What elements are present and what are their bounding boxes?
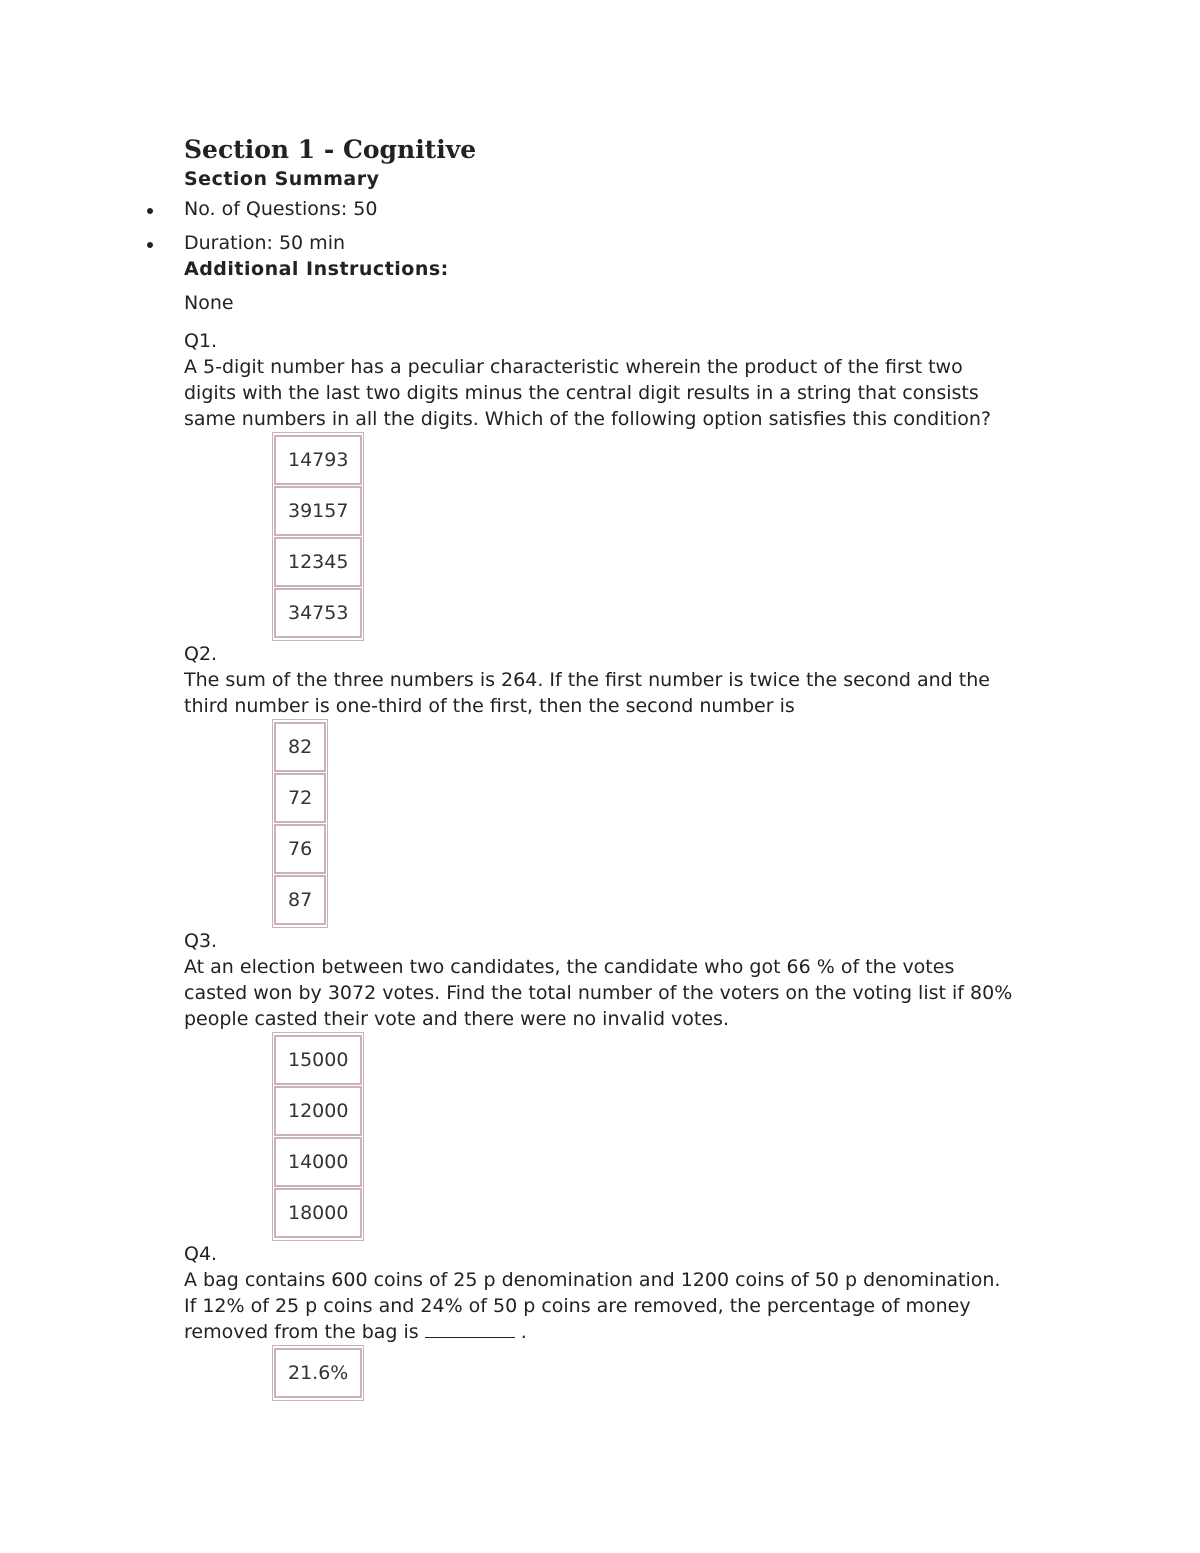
section-summary-list [184, 196, 1024, 256]
answer-option[interactable]: 14000 [274, 1137, 362, 1187]
answer-option[interactable]: 82 [274, 722, 326, 772]
summary-item-duration: Duration: 50 min [184, 230, 1024, 256]
question-text: At an election between two candidates, the candidate who got 66 % of the votes casted won by 3072 votes. Find the total number of the voters on the voting list if 80% people casted their vote and there were no invalid votes. [184, 956, 1013, 1030]
answer-options [272, 719, 328, 928]
summary-item-questions: No. of Questions: 50 [184, 196, 1024, 222]
answer-options [272, 1032, 364, 1241]
answer-option[interactable]: 14793 [274, 435, 362, 485]
question-label: Q3. [184, 930, 218, 952]
answer-option[interactable]: 12345 [274, 537, 362, 587]
answer-option[interactable]: 12000 [274, 1086, 362, 1136]
question-label: Q1. [184, 330, 218, 352]
section-summary-title: Section Summary [184, 168, 380, 190]
answer-blank [425, 1323, 515, 1338]
answer-option[interactable]: 18000 [274, 1188, 362, 1238]
additional-instructions-value: None [184, 292, 234, 314]
bullet-icon [147, 242, 153, 248]
question-4 [184, 1241, 1024, 1401]
section-title: Section 1 - Cognitive [184, 135, 477, 164]
question-label: Q4. [184, 1243, 218, 1265]
additional-instructions-title: Additional Instructions: [184, 258, 449, 280]
answer-options [272, 1345, 364, 1401]
answer-option[interactable]: 21.6% [274, 1348, 362, 1398]
question-3 [184, 928, 1024, 1241]
question-2 [184, 641, 1024, 928]
bullet-icon [147, 208, 153, 214]
answer-option[interactable]: 72 [274, 773, 326, 823]
question-1 [184, 328, 1024, 641]
question-text: A 5-digit number has a peculiar characteristic wherein the product of the first two digits with the last two digits minus the central digit results in a string that consists same numbers in all the digits. Which of the following option satisfies this condition? [184, 356, 991, 430]
question-label: Q2. [184, 643, 218, 665]
answer-option[interactable]: 87 [274, 875, 326, 925]
exam-page [184, 134, 1024, 1401]
answer-option[interactable]: 76 [274, 824, 326, 874]
answer-options [272, 432, 364, 641]
question-text: The sum of the three numbers is 264. If the first number is twice the second and the third number is one-third of the first, then the second number is [184, 669, 990, 717]
answer-option[interactable]: 39157 [274, 486, 362, 536]
question-text: A bag contains 600 coins of 25 p denomination and 1200 coins of 50 p denomination. If 12% of 25 p coins and 24% of 50 p coins are removed, the percentage of money removed from the bag is . [184, 1269, 1001, 1343]
answer-option[interactable]: 34753 [274, 588, 362, 638]
answer-option[interactable]: 15000 [274, 1035, 362, 1085]
